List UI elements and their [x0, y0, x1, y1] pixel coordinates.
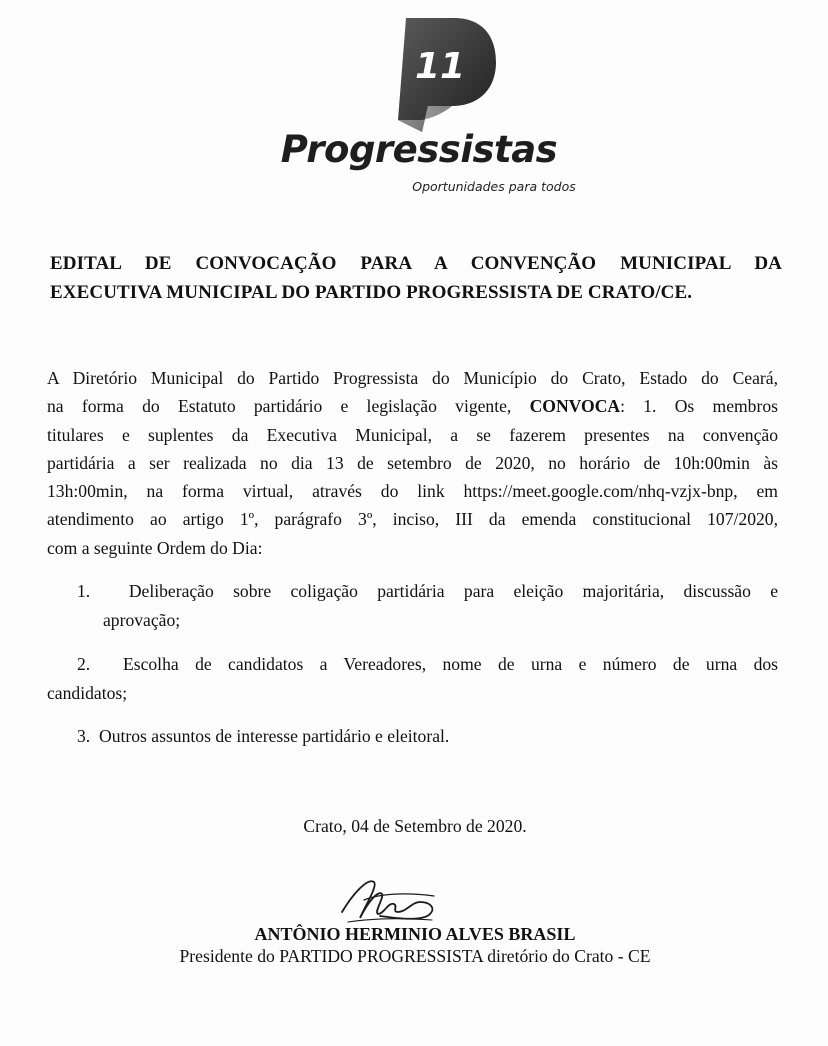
agenda-item-line — [47, 650, 778, 679]
convoca-keyword: CONVOCA — [529, 396, 621, 417]
agenda-item-text: Escolha de candidatos a Vereadores, nome de urna e número de urna dos — [122, 654, 779, 674]
party-p-logo-icon — [392, 14, 502, 136]
agenda-item-number: 1. — [77, 581, 91, 601]
title-line-1: EDITAL DE CONVOCAÇÃO PARA A CONVENÇÃO MUNICIPAL DA — [50, 253, 782, 274]
agenda-item-text: Deliberação sobre coligação partidária para eleição majoritária, discussão e — [128, 581, 778, 601]
agenda-item-3 — [47, 722, 778, 751]
document-date: Crato, 04 de Setembro de 2020. — [303, 816, 527, 836]
body-line-part: na forma do Estatuto partidário e legislação vigente, — [47, 396, 512, 417]
logo-number: 11 — [414, 46, 466, 87]
party-logo — [0, 0, 828, 205]
body-line: A Diretório Municipal do Partido Progressista do Município do Crato, Estado do Ceará, — [47, 368, 778, 388]
agenda-item-number: 2. — [77, 654, 91, 674]
agenda-item-2 — [47, 650, 778, 707]
signature-icon — [334, 872, 444, 928]
body-line: 13h:00min, na forma virtual, através do link https://meet.google.com/nhq-vzjx-bnp, em — [47, 481, 778, 502]
signer-role: Presidente do PARTIDO PROGRESSISTA diretório do Crato - CE — [179, 946, 651, 966]
body-line: partidária a ser realizada no dia 13 de setembro de 2020, no horário de 10h:00min às — [47, 452, 778, 473]
body-line: com a seguinte Ordem do Dia: — [47, 537, 263, 558]
agenda-item-1 — [47, 577, 778, 634]
agenda-item-line — [47, 577, 778, 606]
body-line — [47, 392, 778, 420]
agenda-item-line: candidatos; — [47, 682, 128, 703]
logo-tagline: Oportunidades para todos — [412, 179, 576, 194]
body-line: titulares e suplentes da Executiva Municipal, a se fazerem presentes na convenção — [47, 424, 778, 445]
agenda-item-line: aprovação; — [103, 609, 181, 630]
signer-name: ANTÔNIO HERMINIO ALVES BRASIL — [254, 924, 576, 944]
logo-wordmark: Progressistas — [280, 128, 558, 171]
body-line-part: : 1. Os membros — [620, 396, 778, 417]
agenda-item-number: 3. — [77, 726, 91, 746]
agenda-item-line — [47, 722, 778, 751]
body-line: atendimento ao artigo 1º, parágrafo 3º, inciso, III da emenda constitucional 107/2020, — [47, 509, 778, 530]
convocation-paragraph — [47, 364, 778, 562]
title-line-2: EXECUTIVA MUNICIPAL DO PARTIDO PROGRESSISTA DE CRATO/CE. — [50, 282, 693, 303]
document-title — [50, 249, 782, 307]
agenda-item-text: Outros assuntos de interesse partidário e eleitoral. — [99, 726, 450, 746]
